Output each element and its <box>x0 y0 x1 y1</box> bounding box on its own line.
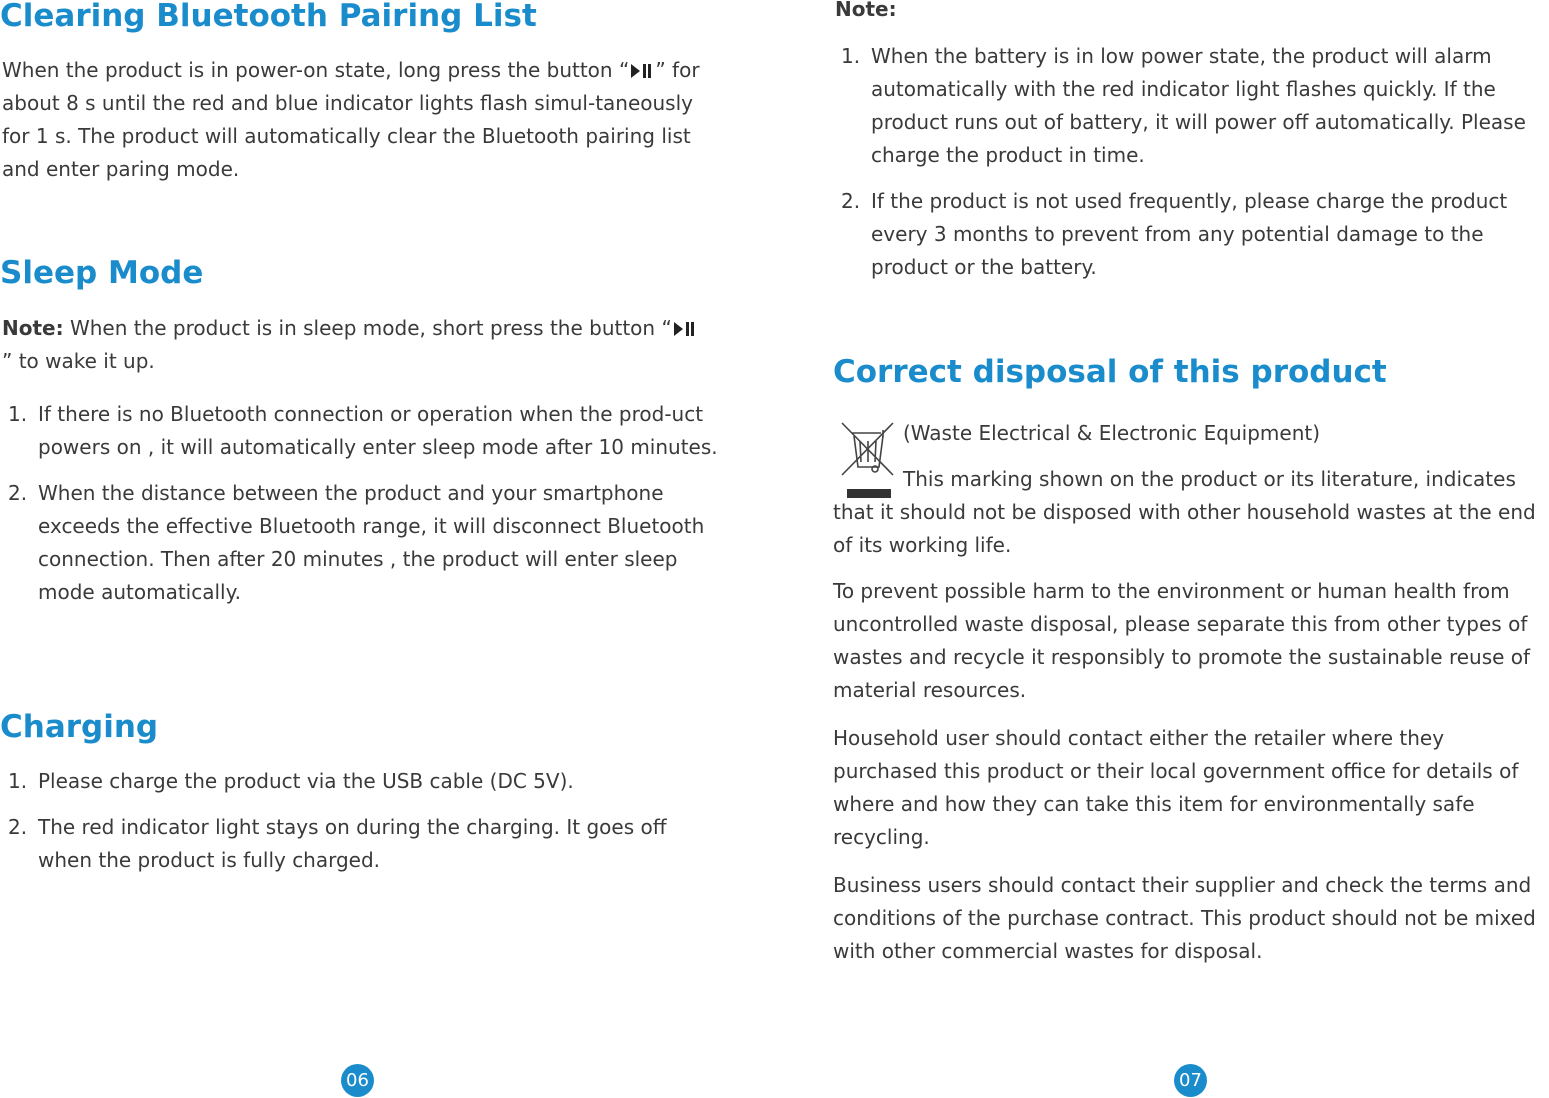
list-item <box>835 40 1547 172</box>
sleep-note-after: ” to wake it up. <box>2 349 155 373</box>
list-item <box>835 185 1547 284</box>
list-item <box>2 477 718 609</box>
item-text: Please charge the product via the USB cable (DC 5V). <box>38 769 574 793</box>
list-item <box>2 398 718 464</box>
page-number: 06 <box>341 1064 374 1097</box>
item-text: The red indicator light stays on during the charging. It goes off when the product is fully charged. <box>38 815 667 872</box>
item-number: 1. <box>8 769 28 793</box>
item-number: 2. <box>8 481 28 505</box>
item-number: 1. <box>8 402 28 426</box>
page-right <box>833 0 1549 1098</box>
play-pause-icon <box>631 63 653 79</box>
disposal-paragraph: To prevent possible harm to the environment or human health from uncontrolled waste disposal, please separate this from other types of wastes and recycle it responsibly to promote the sustainable reuse of material resources. <box>833 579 1531 702</box>
disposal-paragraph: Business users should contact their supplier and check the terms and conditions of the purchase contract. This product should not be mixed with other commercial wastes for disposal. <box>833 873 1536 963</box>
disposal-paragraph: Household user should contact either the retailer where they purchased this product or their local government office for details of where and how they can take this item for environmentally safe recycling. <box>833 726 1519 849</box>
item-text: If the product is not used frequently, please charge the product every 3 months to prevent from any potential damage to the product or the battery. <box>871 189 1508 279</box>
item-text: When the battery is in low power state, the product will alarm automatically with the red indicator light flashes quickly. If the product runs out of battery, it will power off automatically. Please charge the product in time. <box>871 44 1526 167</box>
page-left <box>0 0 760 1098</box>
sleep-note-label: Note: <box>2 316 64 340</box>
item-number: 2. <box>8 815 28 839</box>
weee-marking-text: This marking shown on the product or its literature, indicates that it should not be disposed with other household wastes at the end of its working life. <box>833 467 1536 557</box>
disposal-title: Correct disposal of this product <box>833 354 1387 390</box>
item-number: 2. <box>841 189 861 213</box>
weee-block <box>833 417 1549 567</box>
item-text: If there is no Bluetooth connection or operation when the prod-uct powers on , it will automatically enter sleep mode after 10 minutes. <box>38 402 718 459</box>
sleep-note-before: When the product is in sleep mode, short press the button “ <box>63 316 672 340</box>
sleep-title: Sleep Mode <box>0 255 204 291</box>
item-number: 1. <box>841 44 861 68</box>
list-item <box>2 811 718 877</box>
note-list <box>835 40 1547 284</box>
clearing-paragraph <box>2 54 708 186</box>
weee-subtitle: (Waste Electrical & Electronic Equipment) <box>903 421 1321 445</box>
sleep-list <box>2 398 718 622</box>
play-pause-icon <box>674 321 696 337</box>
clearing-title: Clearing Bluetooth Pairing List <box>0 0 537 34</box>
list-item <box>2 765 718 798</box>
page-number: 07 <box>1174 1064 1207 1097</box>
sleep-note <box>2 312 708 378</box>
note-label-text: Note: <box>835 0 897 21</box>
item-text: When the distance between the product and your smartphone exceeds the effective Bluetooth range, it will disconnect Bluetooth connection. Then after 20 minutes , the product will enter sleep mode automatically. <box>38 481 705 604</box>
charging-list <box>2 765 718 890</box>
clearing-text-before: When the product is in power-on state, long press the button “ <box>2 58 630 82</box>
clearing-text-after: ” for about 8 s until the red and blue indicator lights flash simul-taneously for 1 s. The product will automatically clear the Bluetooth pairing list and enter paring mode. <box>2 58 700 181</box>
charging-title: Charging <box>0 709 159 745</box>
note-label <box>835 0 897 26</box>
